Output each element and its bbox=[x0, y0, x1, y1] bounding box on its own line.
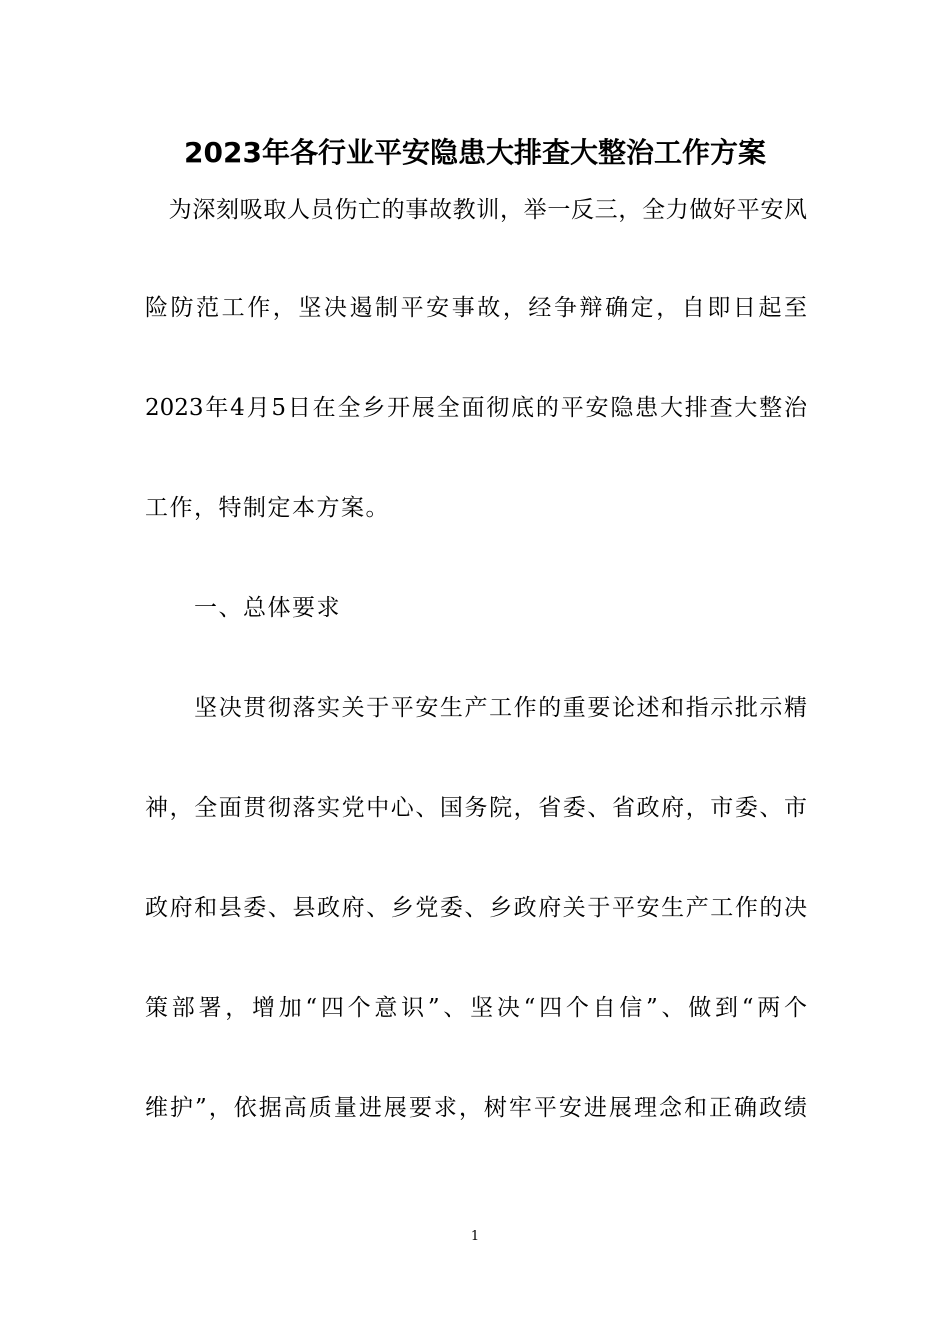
paragraph-line: 险防范工作，坚决遏制平安事故，经争辩确定，自即日起至 bbox=[145, 295, 807, 321]
page-number: 1 bbox=[470, 1229, 480, 1244]
paragraph-line: 为深刻吸取人员伤亡的事故教训，举一反三，全力做好平安风 bbox=[145, 197, 807, 223]
document-title: 2023年各行业平安隐患大排查大整治工作方案 bbox=[184, 136, 766, 169]
paragraph-line: 策部署，增加“四个意识”、坚决“四个自信”、做到“两个 bbox=[145, 995, 807, 1021]
paragraph-line: 维护”，依据高质量进展要求，树牢平安进展理念和正确政绩 bbox=[145, 1095, 807, 1121]
paragraph-line: 政府和县委、县政府、乡党委、乡政府关于平安生产工作的决 bbox=[145, 895, 807, 921]
section-heading: 一、总体要求 bbox=[145, 595, 341, 621]
paragraph-line: 2023年4月5日在全乡开展全面彻底的平安隐患大排查大整治 bbox=[145, 395, 807, 421]
paragraph-line: 坚决贯彻落实关于平安生产工作的重要论述和指示批示精 bbox=[145, 695, 807, 721]
paragraph-line: 神，全面贯彻落实党中心、国务院，省委、省政府，市委、市 bbox=[145, 795, 807, 821]
paragraph-line: 工作，特制定本方案。 bbox=[145, 495, 390, 521]
